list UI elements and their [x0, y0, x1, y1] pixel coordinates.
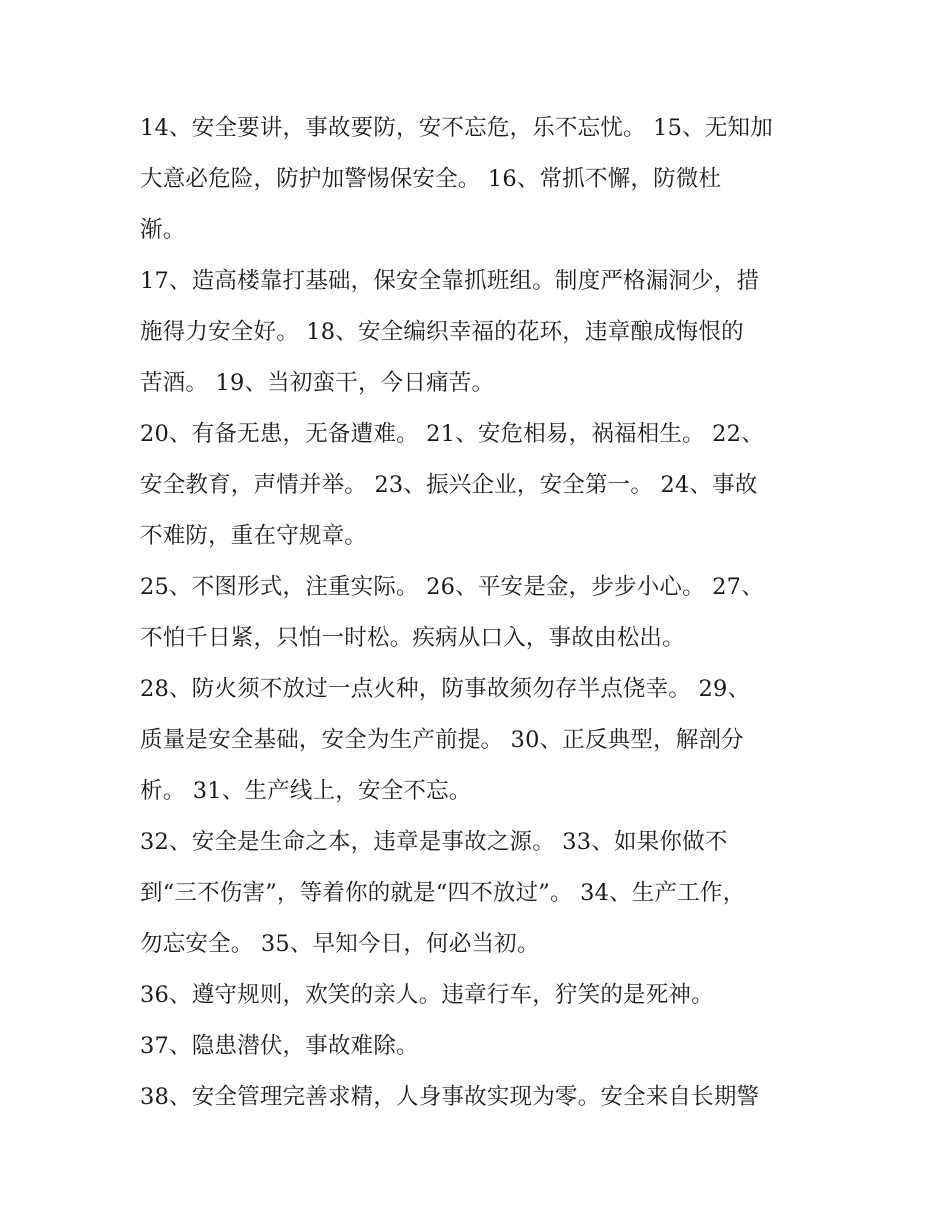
text-line: 25、不图形式，注重实际。 26、平安是金，步步小心。 27、 [140, 574, 764, 600]
text-line: 苦酒。 19、当初蛮干，今日痛苦。 [140, 370, 495, 396]
text-line: 32、安全是生命之本，违章是事故之源。 33、如果你做不 [140, 829, 728, 855]
text-line: 28、防火须不放过一点火种，防事故须勿存半点侥幸。 29、 [140, 676, 751, 702]
document-body [140, 103, 812, 1123]
text-line: 施得力安全好。 18、安全编织幸福的花环，违章酿成悔恨的 [140, 319, 744, 345]
text-line: 不怕千日紧，只怕一时松。疾病从口入，事故由松出。 [140, 625, 685, 651]
text-line: 大意必危险，防护加警惕保安全。 16、常抓不懈，防微杜 [140, 166, 722, 192]
text-line: 37、隐患潜伏，事故难除。 [140, 1033, 419, 1059]
text-line: 到“三不伤害”，等着你的就是“四不放过”。 34、生产工作， [140, 880, 746, 906]
text-line: 20、有备无患，无备遭难。 21、安危相易，祸福相生。 22、 [140, 421, 764, 447]
text-line: 安全教育，声情并举。 23、振兴企业，安全第一。 24、事故 [140, 472, 758, 498]
text-line: 36、遵守规则，欢笑的亲人。违章行车，狞笑的是死神。 [140, 982, 714, 1008]
text-line: 14、安全要讲，事故要防，安不忘危，乐不忘忧。 15、无知加 [140, 115, 773, 141]
text-line: 质量是安全基础，安全为生产前提。 30、正反典型，解剖分 [140, 727, 744, 753]
text-line: 38、安全管理完善求精，人身事故实现为零。安全来自长期警 [140, 1084, 760, 1110]
text-line: 渐。 [140, 217, 186, 243]
text-line: 勿忘安全。 35、早知今日，何必当初。 [140, 931, 540, 957]
text-line: 析。 31、生产线上，安全不忘。 [140, 778, 472, 804]
text-line: 不难防，重在守规章。 [140, 523, 368, 549]
text-line: 17、造高楼靠打基础，保安全靠抓班组。制度严格漏洞少，措 [140, 268, 760, 294]
